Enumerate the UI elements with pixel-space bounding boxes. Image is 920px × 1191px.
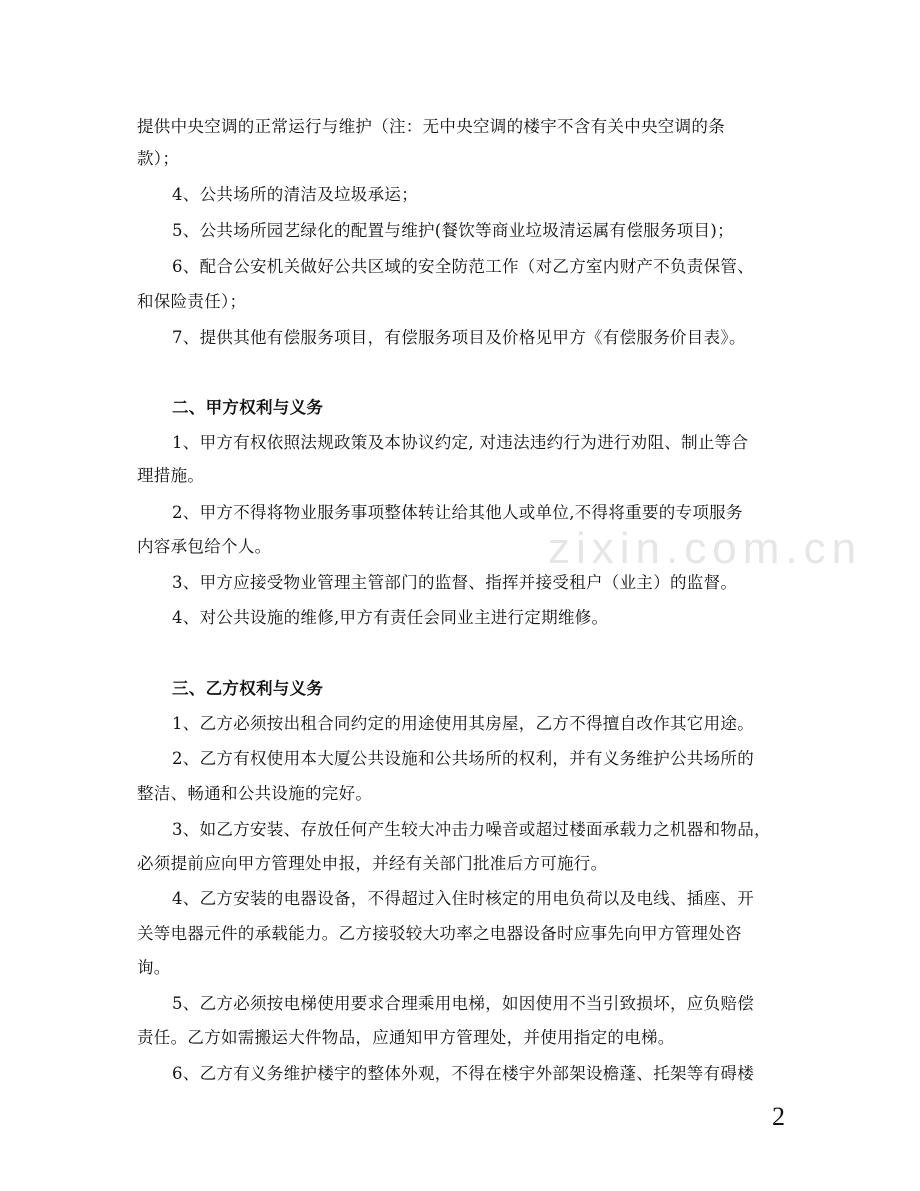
text-line: 4、乙方安装的电器设备，不得超过入住时核定的用电负荷以及电线、插座、开	[172, 889, 754, 908]
text-line: 内容承包给个人。	[137, 537, 272, 556]
text-line: 5、乙方必须按电梯使用要求合理乘用电梯，如因使用不当引致损坏，应负赔偿	[172, 994, 754, 1013]
text-line: 整洁、畅通和公共设施的完好。	[137, 784, 373, 803]
section-heading: 三、乙方权利与义务	[172, 679, 324, 698]
text-line: 4、对公共设施的维修,甲方有责任会同业主进行定期维修。	[172, 608, 609, 627]
text-line: 关等电器元件的承载能力。乙方接驳较大功率之电器设备时应事先向甲方管理处咨	[137, 924, 742, 943]
text-line: 1、甲方有权依照法规政策及本协议约定, 对违法违约行为进行劝阻、制止等合	[172, 433, 749, 452]
text-line: 提供中央空调的正常运行与维护（注：无中央空调的楼宇不含有关中央空调的条	[137, 117, 725, 136]
text-line: 2、乙方有权使用本大厦公共设施和公共场所的权利，并有义务维护公共场所的	[172, 749, 754, 768]
text-line: 2、甲方不得将物业服务事项整体转让给其他人或单位,不得将重要的专项服务	[172, 503, 743, 522]
text-line: 3、如乙方安装、存放任何产生较大冲击力噪音或超过楼面承载力之机器和物品，	[172, 820, 771, 839]
section-heading: 二、甲方权利与义务	[172, 398, 324, 417]
watermark: zixin.com.cn	[548, 524, 863, 573]
text-line: 5、公共场所园艺绿化的配置与维护(餐饮等商业垃圾清运属有偿服务项目)；	[172, 221, 734, 240]
text-line: 6、配合公安机关做好公共区域的安全防范工作（对乙方室内财产不负责保管、	[172, 257, 754, 276]
text-line: 款）；	[137, 149, 180, 168]
text-line: 询。	[137, 958, 171, 977]
text-line: 7、提供其他有偿服务项目，有偿服务项目及价格见甲方《有偿服务价目表》。	[172, 328, 746, 347]
text-line: 责任。乙方如需搬运大件物品，应通知甲方管理处，并使用指定的电梯。	[137, 1028, 675, 1047]
text-line: 3、甲方应接受物业管理主管部门的监督、指挥并接受租户（业主）的监督。	[172, 573, 738, 592]
page-number: 2	[772, 1102, 785, 1131]
text-line: 必须提前应向甲方管理处申报，并经有关部门批准后方可施行。	[137, 854, 608, 873]
text-line: 6、乙方有义务维护楼宇的整体外观，不得在楼宇外部架设檐蓬、托架等有碍楼	[172, 1064, 754, 1083]
text-line: 理措施。	[137, 466, 205, 485]
text-line: 1、乙方必须按出租合同约定的用途使用其房屋，乙方不得擅自改作其它用途。	[172, 714, 754, 733]
text-line: 和保险责任）；	[137, 292, 247, 311]
text-line: 4、公共场所的清洁及垃圾承运；	[172, 185, 418, 204]
